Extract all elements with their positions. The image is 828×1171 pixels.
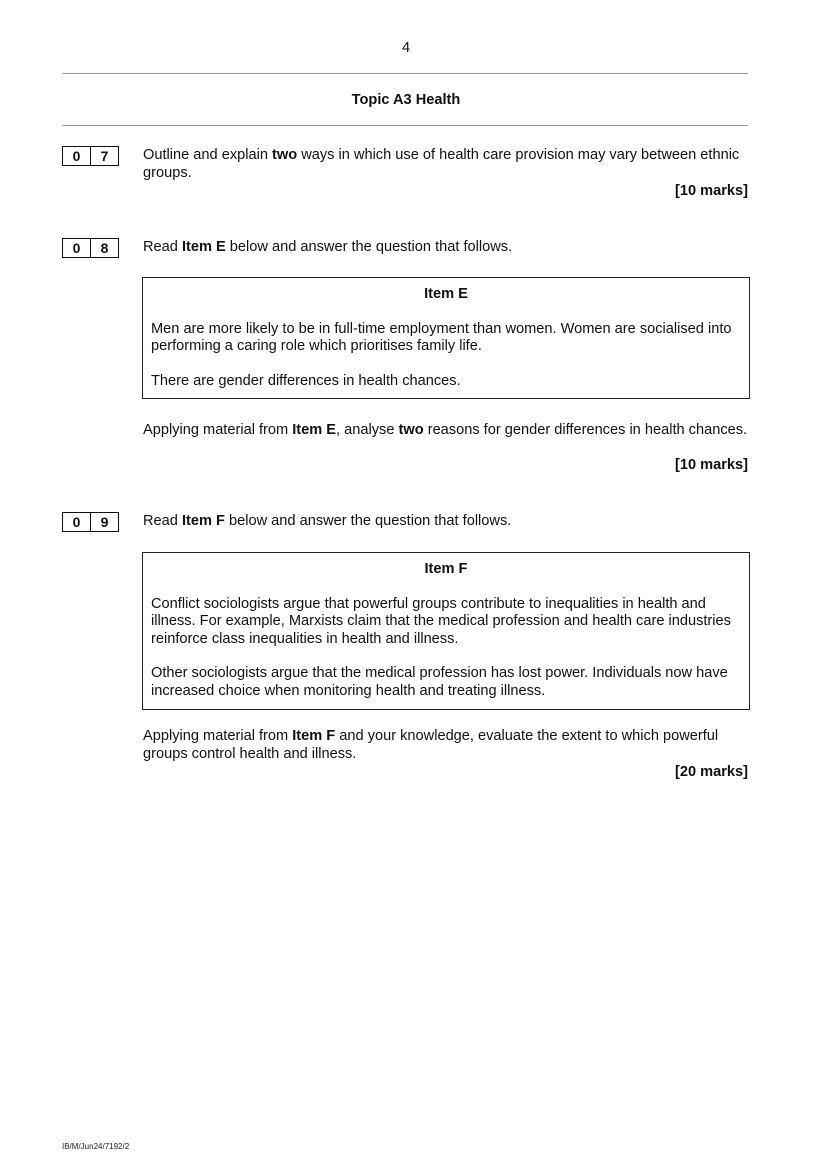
page-number: 4 (401, 40, 411, 56)
question-07-text (143, 147, 753, 182)
text-bold: Item E (181, 239, 226, 255)
text: ways in which use of health care provision may vary between ethnic groups. (143, 147, 740, 181)
item-paragraph: There are gender differences in health chances. (151, 372, 461, 389)
question-08-marks: [10 marks] (674, 457, 748, 473)
question-08-intro (143, 239, 753, 257)
divider (62, 125, 748, 126)
digit: 0 (72, 148, 81, 164)
question-number-07 (62, 146, 119, 166)
digit: 0 (72, 240, 81, 256)
question-09-marks: [20 marks] (674, 764, 748, 780)
item-f-box (142, 552, 750, 710)
digit: 0 (72, 514, 81, 530)
question-09-intro (143, 513, 753, 531)
item-paragraph: Conflict sociologists argue that powerful groups contribute to inequalities in health and illness. For example, Marxists claim that the medical profession and health care industries reinforce class inequalities in health and illness. (151, 595, 731, 647)
item-paragraph: Men are more likely to be in full-time employment than women. Women are socialised into performing a caring role which prioritises family life. (151, 320, 732, 355)
footer-code: IB/M/Jun24/7192/2 (62, 1142, 130, 1151)
question-number-09 (62, 512, 119, 532)
text-bold: two (272, 147, 298, 163)
digit: 9 (90, 513, 118, 531)
text: Read (143, 513, 182, 529)
item-title: Item E (424, 286, 468, 302)
digit: 7 (90, 147, 118, 165)
item-paragraph: Other sociologists argue that the medical profession has lost power. Individuals now have increased choice when monitoring health and treating illness. (151, 665, 728, 699)
question-07-marks: [10 marks] (674, 183, 748, 199)
text: reasons for gender differences in health chances. (423, 422, 748, 438)
text: below and answer the question that follows. (225, 239, 513, 255)
question-08-text (143, 422, 753, 440)
text: Read (143, 239, 182, 255)
item-e-box (142, 277, 750, 399)
text: Applying material from (143, 422, 293, 438)
topic-title: Topic A3 Health (351, 92, 461, 108)
text: below and answer the question that follows. (224, 513, 512, 529)
text: , analyse (336, 422, 399, 438)
divider (62, 73, 748, 74)
text-bold: two (398, 422, 424, 438)
text-bold: Item F (181, 513, 225, 529)
item-title: Item F (424, 561, 468, 577)
digit: 8 (90, 239, 118, 257)
text-bold: Item F (292, 728, 336, 744)
text: and your knowledge, evaluate the extent to which powerful groups control health and illness. (143, 728, 719, 762)
question-09-text (143, 728, 753, 763)
question-number-08 (62, 238, 119, 258)
text: Applying material from (143, 728, 293, 744)
text: Outline and explain (143, 147, 272, 163)
text-bold: Item E (292, 422, 337, 438)
